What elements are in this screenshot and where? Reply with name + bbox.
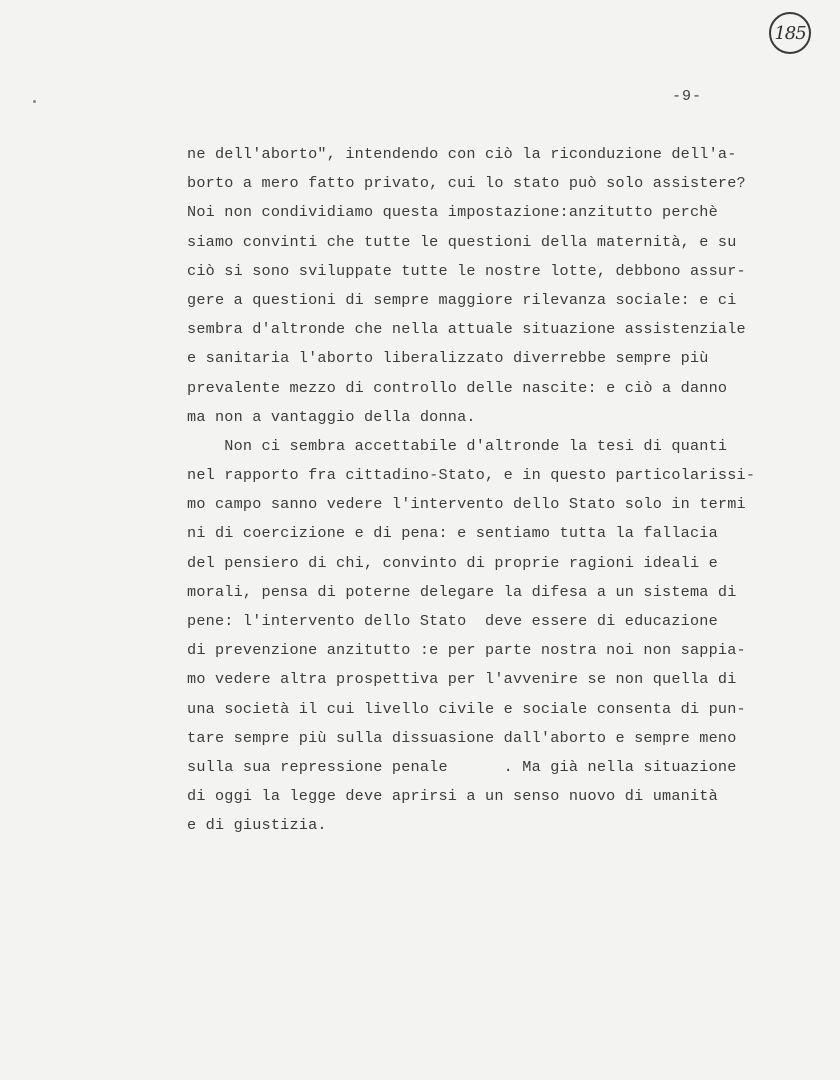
page-number: -9- <box>672 88 703 105</box>
text-line: siamo convinti che tutte le questioni della maternità, e su <box>187 232 737 251</box>
text-line: ciò si sono sviluppate tutte le nostre lotte, debbono assur- <box>187 261 746 280</box>
text-line: Noi non condividiamo questa impostazione:anzitutto perchè <box>187 203 718 222</box>
text-line: ni di coercizione e di pena: e sentiamo tutta la fallacia <box>187 524 718 543</box>
text-line: borto a mero fatto privato, cui lo stato può solo assistere? <box>187 174 746 193</box>
text-line: morali, pensa di poterne delegare la difesa a un sistema di <box>187 582 737 601</box>
text-line: sembra d'altronde che nella attuale situazione assistenziale <box>187 320 746 339</box>
text-line: pene: l'intervento dello Stato deve essere di educazione <box>187 612 718 630</box>
text-line: ma non a vantaggio della donna. <box>187 407 476 426</box>
body-text <box>187 140 807 841</box>
text-line: prevalente mezzo di controllo delle nascite: e ciò a danno <box>187 378 728 397</box>
text-line: e sanitaria l'aborto liberalizzato diverrebbe sempre più <box>187 349 709 368</box>
text-line: mo vedere altra prospettiva per l'avvenire se non quella di <box>187 670 737 689</box>
text-line: ne dell'aborto", intendendo con ciò la riconduzione dell'a- <box>187 145 737 163</box>
text-line: gere a questioni di sempre maggiore rilevanza sociale: e ci <box>187 290 737 309</box>
text-line: tare sempre più sulla dissuasione dall'aborto e sempre meno <box>187 728 737 747</box>
text-line: di oggi la legge deve aprirsi a un senso nuovo di umanità <box>187 787 718 806</box>
text-line: di prevenzione anzitutto :e per parte nostra noi non sappia- <box>187 641 746 660</box>
archive-page-stamp: 185 <box>769 12 811 54</box>
text-line: mo campo sanno vedere l'intervento dello Stato solo in termi <box>187 495 746 514</box>
text-line: sulla sua repressione penale . Ma già nella situazione <box>187 757 737 776</box>
text-line: Non ci sembra accettabile d'altronde la tesi di quanti <box>187 436 728 455</box>
scan-speck <box>33 100 36 103</box>
text-line: nel rapporto fra cittadino-Stato, e in questo particolarissi- <box>187 466 756 485</box>
text-line: del pensiero di chi, convinto di proprie ragioni ideali e <box>187 553 718 572</box>
text-line: e di giustizia. <box>187 816 327 835</box>
text-line: una società il cui livello civile e sociale consenta di pun- <box>187 699 746 718</box>
